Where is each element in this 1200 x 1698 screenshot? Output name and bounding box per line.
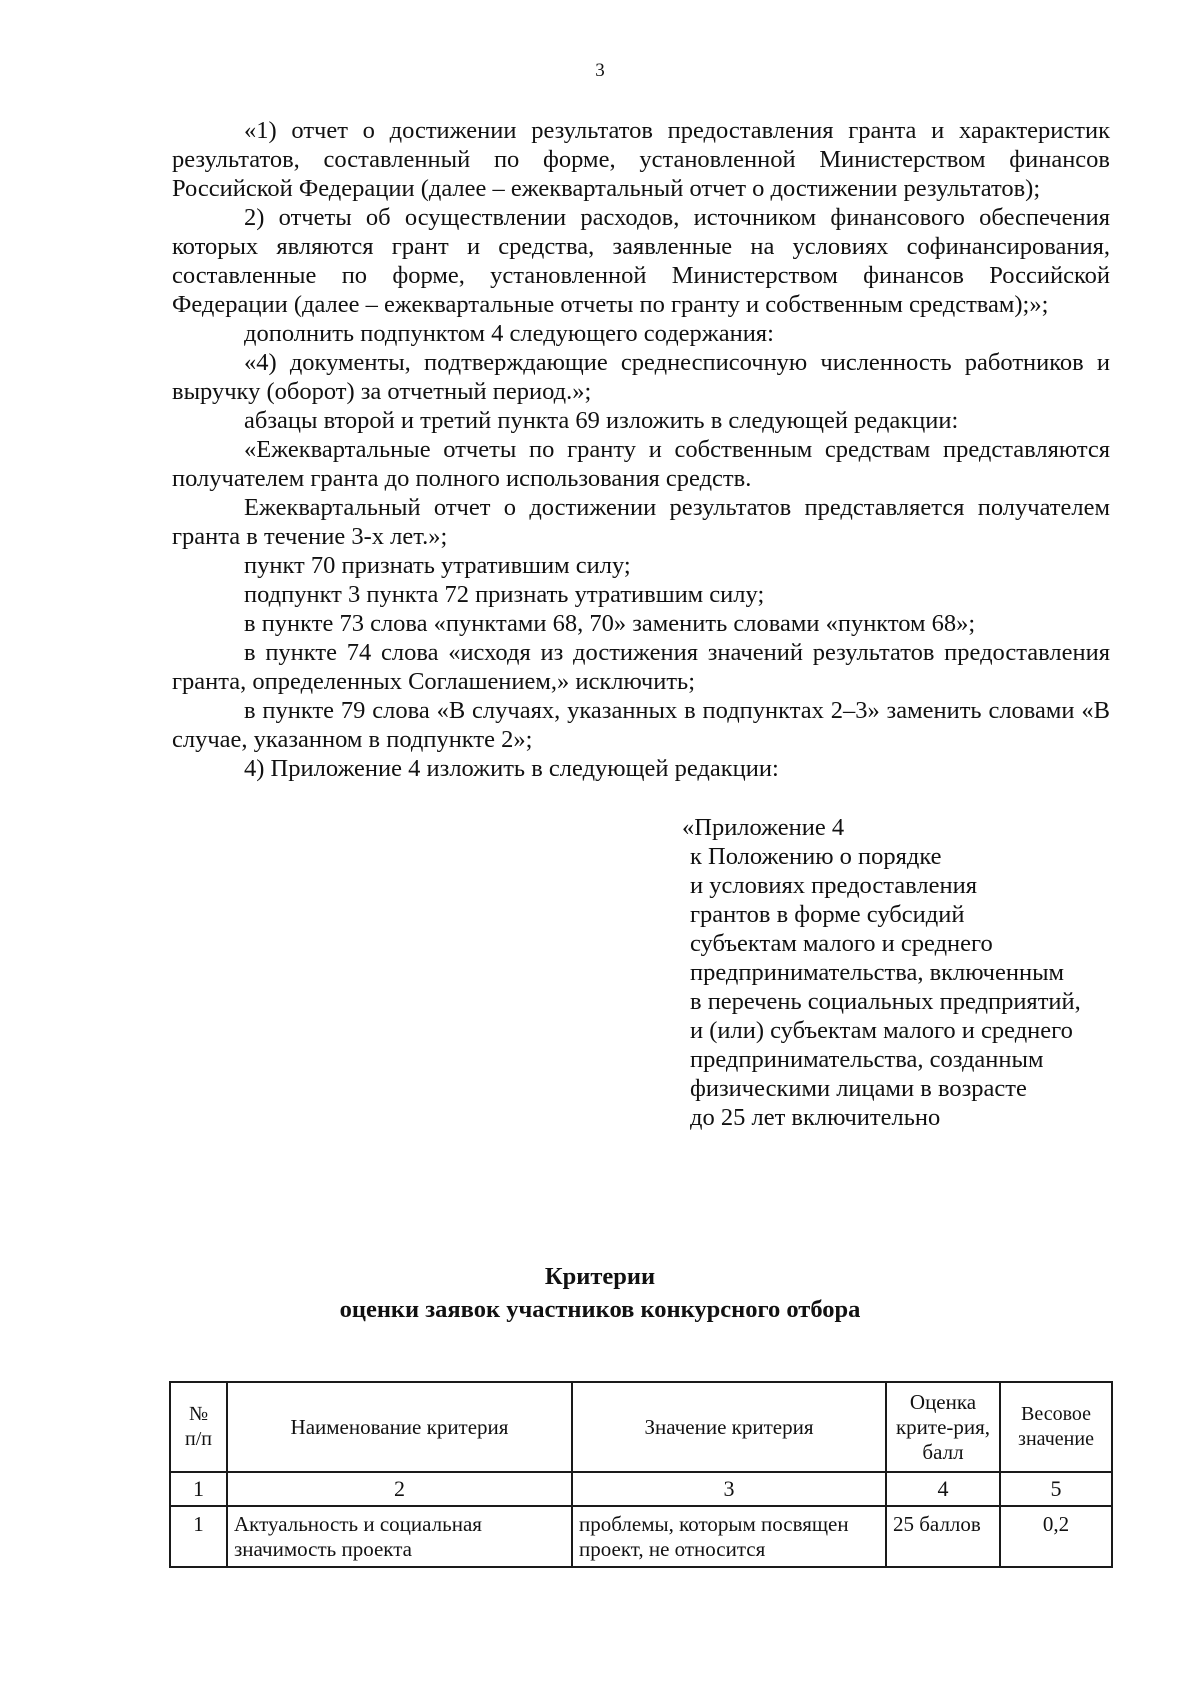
appendix-line: физическими лицами в возрасте	[690, 1075, 1027, 1102]
header-number-line1: №	[188, 1403, 209, 1425]
paragraph: в пункте 73 слова «пунктами 68, 70» заменить словами «пунктом 68»;	[244, 610, 976, 637]
criterion-value-line1: проблемы, которым посвящен	[579, 1512, 849, 1536]
appendix-line: и (или) субъектам малого и среднего	[690, 1017, 1073, 1044]
criteria-title-line2: оценки заявок участников конкурсного отбора	[339, 1296, 861, 1323]
appendix-line: «Приложение 4	[682, 814, 845, 841]
criteria-title	[0, 1260, 1200, 1326]
table-cell: 1	[170, 1472, 227, 1506]
header-weight-line1: Весовое	[1020, 1403, 1092, 1425]
paragraph: дополнить подпунктом 4 следующего содержания:	[244, 320, 774, 347]
paragraph: пункт 70 признать утратившим силу;	[244, 552, 631, 579]
paragraph: в пункте 74 слова «исходя из достижения значений результатов предоставления гранта, определенных Соглашением,» исключить;	[172, 639, 1110, 695]
table-row	[170, 1506, 1112, 1567]
header-name: Наименование критерия	[227, 1382, 572, 1472]
header-score-line2: крите-рия,	[895, 1414, 991, 1439]
appendix-line: до 25 лет включительно	[690, 1104, 941, 1131]
criteria-table	[169, 1381, 1113, 1568]
appendix-line: к Положению о порядке	[690, 843, 942, 870]
paragraph: Ежеквартальный отчет о достижении результатов представляется получателем гранта в течение 3-х лет.»;	[172, 494, 1110, 550]
appendix-line: предпринимательства, созданным	[690, 1046, 1044, 1073]
table-cell: 25 баллов	[886, 1506, 1000, 1567]
paragraph: «1) отчет о достижении результатов предоставления гранта и характеристик результатов, составленный по форме, установленной Министерством финансов Российской Федерации (далее – ежеквартальный отчет о достижении результатов);	[172, 117, 1110, 202]
table-cell: 5	[1000, 1472, 1112, 1506]
table-cell: 4	[886, 1472, 1000, 1506]
table-header-row	[170, 1382, 1112, 1472]
appendix-line: грантов в форме субсидий	[690, 901, 965, 928]
appendix-line: в перечень социальных предприятий,	[690, 988, 1081, 1015]
header-score	[886, 1382, 1000, 1472]
table-cell: 0,2	[1000, 1506, 1112, 1567]
paragraph: абзацы второй и третий пункта 69 изложить в следующей редакции:	[244, 407, 959, 434]
appendix-line: и условиях предоставления	[690, 872, 977, 899]
paragraph: 4) Приложение 4 изложить в следующей редакции:	[244, 755, 779, 782]
appendix-line: субъектам малого и среднего	[690, 930, 993, 957]
header-number	[170, 1382, 227, 1472]
criteria-title-line1: Критерии	[544, 1263, 656, 1290]
criterion-value-line2: проект, не относится	[579, 1537, 766, 1561]
page-number: 3	[595, 60, 605, 81]
header-weight-line2: значение	[1018, 1428, 1094, 1450]
header-number-line2: п/п	[185, 1428, 212, 1450]
criterion-name-line2: значимость проекта	[234, 1537, 412, 1561]
table-cell: 1	[170, 1506, 227, 1567]
header-score-line3: балл	[922, 1439, 964, 1464]
appendix-heading	[682, 813, 1130, 1132]
appendix-line: предпринимательства, включенным	[690, 959, 1065, 986]
criterion-name-line1: Актуальность и социальная	[234, 1512, 482, 1536]
paragraph: «Ежеквартальные отчеты по гранту и собственным средствам представляются получателем гранта до полного использования средств.	[172, 436, 1110, 492]
paragraph: подпункт 3 пункта 72 признать утратившим силу;	[244, 581, 765, 608]
table-cell	[572, 1506, 886, 1567]
table-cell: 2	[227, 1472, 572, 1506]
table-cell: 3	[572, 1472, 886, 1506]
header-weight	[1000, 1382, 1112, 1472]
paragraph: 2) отчеты об осуществлении расходов, источником финансового обеспечения которых являются грант и средства, заявленные на условиях софинансирования, составленные по форме, установленной Министерством финансов Российской Федерации (далее – ежеквартальные отчеты по гранту и собственным средствам);»;	[172, 204, 1110, 318]
table-index-row	[170, 1472, 1112, 1506]
table-cell	[227, 1506, 572, 1567]
header-value: Значение критерия	[572, 1382, 886, 1472]
paragraph: в пункте 79 слова «В случаях, указанных в подпунктах 2–3» заменить словами «В случае, указанном в подпункте 2»;	[172, 697, 1110, 753]
header-score-line1: Оценка	[909, 1389, 977, 1414]
paragraph: «4) документы, подтверждающие среднесписочную численность работников и выручку (оборот) за отчетный период.»;	[172, 349, 1110, 405]
body-text	[172, 116, 1110, 783]
